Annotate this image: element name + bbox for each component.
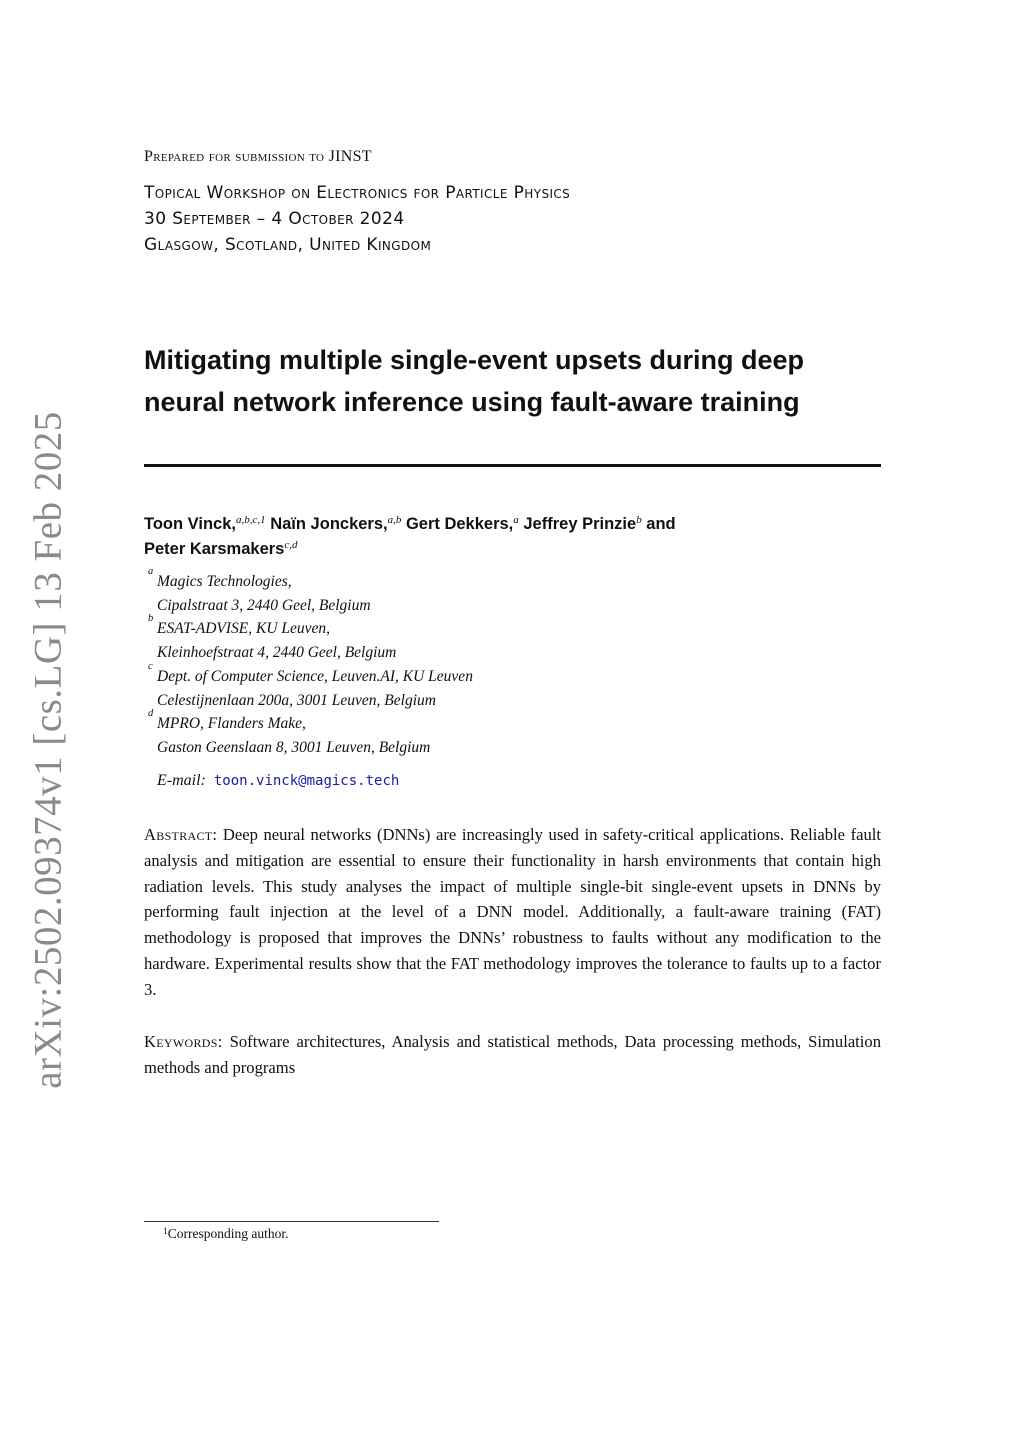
author-conjunction: and xyxy=(646,515,676,533)
affiliation-line: Kleinhoefstraat 4, 2440 Geel, Belgium xyxy=(157,644,397,662)
keywords-text: Software architectures, Analysis and statistical methods, Data processing methods, Simulation methods and programs xyxy=(144,1032,882,1077)
footnote-divider xyxy=(144,1221,439,1222)
author-affiliation-mark: a xyxy=(513,514,519,526)
affiliation-item xyxy=(148,566,473,617)
author-affiliation-mark: a,b xyxy=(387,514,402,526)
conference-dates: 30 September – 4 October 2024 xyxy=(144,209,405,229)
author-name: Naïn Jonckers, xyxy=(270,515,388,533)
author-list xyxy=(144,512,884,562)
keywords-label: Keywords: xyxy=(144,1032,223,1051)
author-name: Gert Dekkers, xyxy=(405,515,514,533)
affiliation-item xyxy=(148,708,473,759)
abstract-label: Abstract: xyxy=(144,825,218,844)
author-affiliation-mark: a,b,c,1 xyxy=(235,514,266,526)
footnote xyxy=(163,1226,289,1242)
paper-title: Mitigating multiple single-event upsets during deep neural network inference using fault-aware training xyxy=(144,345,805,417)
arxiv-identifier: arXiv:2502.09374v1 [cs.LG] 13 Feb 2025 xyxy=(26,411,70,1089)
keywords xyxy=(144,1029,881,1081)
submission-note: Prepared for submission to JINST xyxy=(144,148,372,165)
affiliation-line: Cipalstraat 3, 2440 Geel, Belgium xyxy=(157,596,371,614)
title-divider xyxy=(144,464,881,467)
conference-location: Glasgow, Scotland, United Kingdom xyxy=(144,235,432,255)
author-name: Jeffrey Prinzie xyxy=(523,515,637,533)
footnote-text: Corresponding author. xyxy=(167,1226,289,1241)
author-name: Toon Vinck, xyxy=(144,515,236,533)
affiliation-line: Dept. of Computer Science, Leuven.AI, KU Leuven xyxy=(157,667,473,685)
author-affiliation-mark: b xyxy=(636,514,642,526)
email-link[interactable]: toon.vinck@magics.tech xyxy=(213,773,400,789)
author-affiliation-mark: c,d xyxy=(284,539,298,551)
affiliation-line: ESAT-ADVISE, KU Leuven, xyxy=(157,620,331,638)
abstract xyxy=(144,822,881,1003)
affiliation-list xyxy=(148,566,473,760)
affiliation-item xyxy=(148,613,473,664)
affiliation-line: MPRO, Flanders Make, xyxy=(157,715,306,733)
affiliation-key: a xyxy=(148,566,154,577)
contact-email xyxy=(157,772,399,790)
affiliation-item xyxy=(148,660,473,712)
affiliation-line: Gaston Geenslaan 8, 3001 Leuven, Belgium xyxy=(157,738,431,756)
email-label: E-mail: xyxy=(157,772,206,789)
footnote-mark: 1 xyxy=(163,1227,168,1237)
conference-name: Topical Workshop on Electronics for Particle Physics xyxy=(144,183,571,203)
affiliation-key: c xyxy=(148,660,153,672)
affiliation-key: d xyxy=(148,708,154,720)
affiliation-key: b xyxy=(148,613,154,625)
affiliation-line: Celestijnenlaan 200a, 3001 Leuven, Belgium xyxy=(157,691,436,709)
affiliation-line: Magics Technologies, xyxy=(157,573,292,590)
author-name: Peter Karsmakers xyxy=(144,540,285,558)
abstract-text: Deep neural networks (DNNs) are increasingly used in safety-critical applications. Reliable fault analysis and mitigation are essential to ensure their functionality in harsh environments that contain high radiation levels. This study analyses the impact of multiple single-bit single-event upsets in DNNs by performing fault injection at the level of a DNN model. Additionally, a fault-aware training (FAT) methodology is proposed that improves the DNNs’ robustness to faults without any modification to the hardware. Experimental results show that the FAT methodology improves the tolerance to faults up to a factor 3. xyxy=(144,825,882,999)
